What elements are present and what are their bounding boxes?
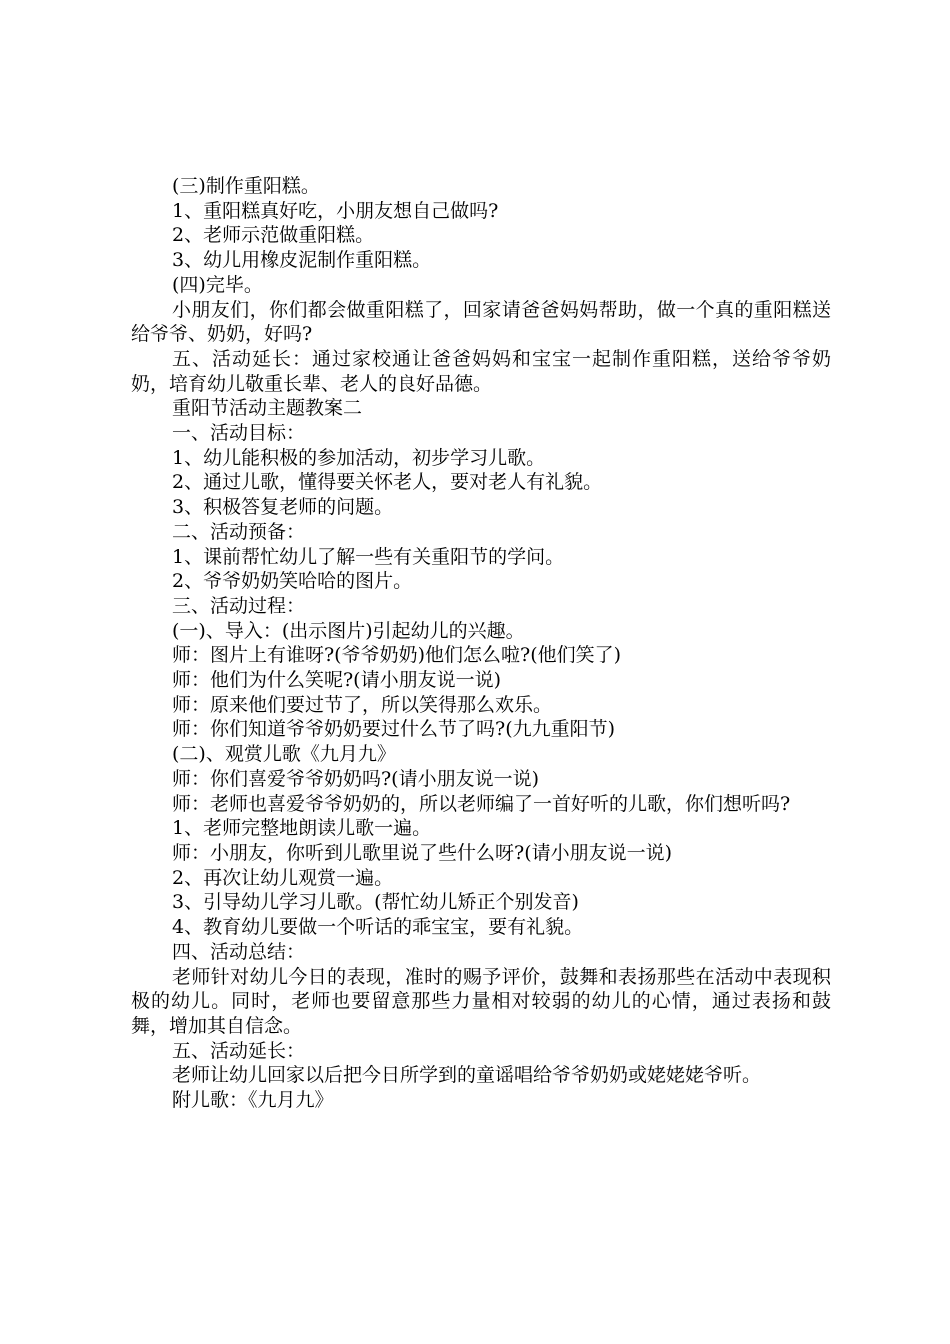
paragraph: 小朋友们，你们都会做重阳糕了，回家请爸爸妈妈帮助，做一个真的重阳糕送给爷爷、奶奶，好吗? [131, 298, 831, 346]
paragraph: 三、活动过程： [172, 594, 306, 617]
paragraph: 1、重阳糕真好吃，小朋友想自己做吗? [172, 199, 499, 222]
paragraph: (三)制作重阳糕。 [172, 175, 320, 197]
paragraph: 师：你们喜爱爷爷奶奶吗?(请小朋友说一说) [172, 767, 540, 790]
paragraph: 老师针对幼儿今日的表现，准时的赐予评价，鼓舞和表扬那些在活动中表现积极的幼儿。同时，老师也要留意那些力量相对较弱的幼儿的心情，通过表扬和鼓舞，增加其自信念。 [131, 965, 831, 1037]
paragraph: 一、活动目标： [172, 422, 306, 445]
paragraph: 3、引导幼儿学习儿歌。(帮忙幼儿矫正个别发音) [172, 891, 579, 914]
section-title: 重阳节活动主题教案二 [172, 397, 363, 420]
paragraph: (一)、导入：(出示图片)引起幼儿的兴趣。 [172, 619, 525, 642]
paragraph: 师：小朋友，你听到儿歌里说了些什么呀?(请小朋友说一说) [172, 841, 673, 864]
paragraph: 1、课前帮忙幼儿了解一些有关重阳节的学问。 [172, 545, 565, 568]
document-body [131, 174, 831, 1113]
paragraph: 五、活动延长：通过家校通让爸爸妈妈和宝宝一起制作重阳糕，送给爷爷奶奶，培育幼儿敬重长辈、老人的良好品德。 [131, 347, 831, 395]
paragraph: 师：他们为什么笑呢?(请小朋友说一说) [172, 669, 502, 692]
paragraph: 师：老师也喜爱爷爷奶奶的，所以老师编了一首好听的儿歌，你们想听吗? [172, 792, 791, 815]
paragraph: 五、活动延长： [172, 1039, 306, 1062]
paragraph: 2、再次让幼儿观赏一遍。 [172, 866, 394, 889]
paragraph: 1、老师完整地朗读儿歌一遍。 [172, 817, 432, 840]
paragraph: 2、老师示范做重阳糕。 [172, 224, 375, 247]
paragraph: 3、积极答复老师的问题。 [172, 496, 394, 519]
paragraph: (四)完毕。 [172, 273, 263, 296]
paragraph: 师：你们知道爷爷奶奶要过什么节了吗?(九九重阳节) [172, 718, 616, 741]
paragraph: 4、教育幼儿要做一个听话的乖宝宝，要有礼貌。 [172, 916, 584, 939]
paragraph: 1、幼儿能积极的参加活动，初步学习儿歌。 [172, 446, 546, 469]
paragraph: 老师让幼儿回家以后把今日所学到的童谣唱给爷爷奶奶或姥姥姥爷听。 [172, 1064, 762, 1087]
paragraph: 3、幼儿用橡皮泥制作重阳糕。 [172, 249, 432, 272]
paragraph: 四、活动总结： [172, 940, 306, 963]
paragraph: 2、通过儿歌，懂得要关怀老人，要对老人有礼貌。 [172, 471, 603, 494]
paragraph: 师：原来他们要过节了，所以笑得那么欢乐。 [172, 693, 553, 716]
paragraph: 二、活动预备： [172, 520, 306, 543]
paragraph: 师：图片上有谁呀?(爷爷奶奶)他们怎么啦?(他们笑了) [172, 644, 622, 667]
paragraph: 2、爷爷奶奶笑哈哈的图片。 [172, 570, 413, 593]
paragraph: (二)、观赏儿歌《九月九》 [172, 743, 396, 766]
paragraph: 附儿歌：《九月九》 [172, 1089, 334, 1112]
